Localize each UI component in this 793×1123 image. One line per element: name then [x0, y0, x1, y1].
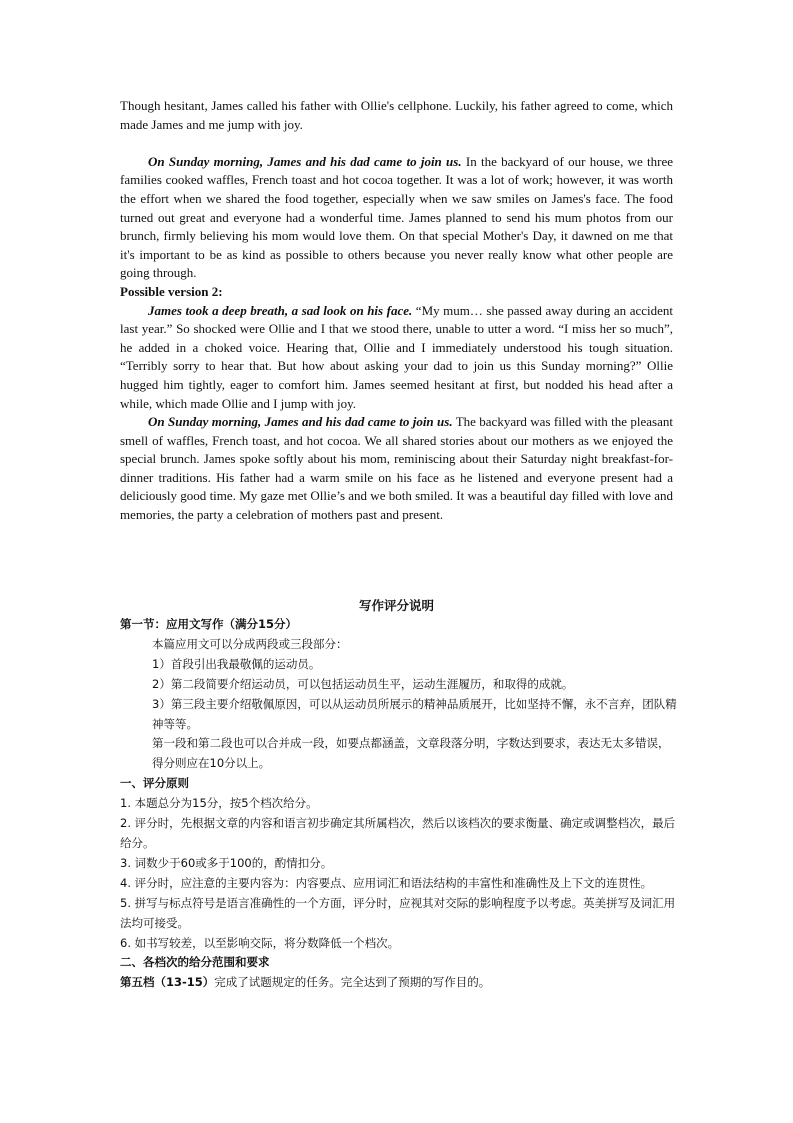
principle-item: 3. 词数少于60或多于100的，酌情扣分。 [120, 855, 333, 870]
v2-paragraph-1-body: “My mum… she passed away during an accident last year.” So shocked were Ollie and I that we stood there, unable to utter a word. “I miss her so much”, he added in a choked voice. Hearing that, Ollie and I immediately understood his tough situation. “Terribly sorry to hear that. But how about asking your dad to join us this Sunday morning?” Ollie hugged him tightly, eager to comfort him. James seemed hesitant at first, but nodded his head after a while, which made Ollie and I jump with joy. [120, 302, 674, 411]
version-1-text [120, 97, 673, 525]
version-2-heading: Possible version 2: [120, 283, 223, 299]
rubric-body [120, 615, 680, 993]
principle-item: 2. 评分时，先根据文章的内容和语言初步确定其所属档次，然后以该档次的要求衡量、确定或调整档次，最后给分。 [120, 816, 676, 850]
v2-paragraph-1-lead: James took a deep breath, a sad look on his face. [148, 302, 413, 318]
blank-line [120, 134, 673, 153]
principle-item: 6. 如书写较差，以至影响交际，将分数降低一个档次。 [120, 935, 400, 950]
rubric-item: 2）第二段简要介绍运动员，可以包括运动员生平，运动生涯履历，和取得的成就。 [152, 676, 574, 691]
rubric-item: 1）首段引出我最敬佩的运动员。 [152, 656, 321, 671]
rubric-intro: 本篇应用文可以分成两段或三段部分： [152, 636, 348, 651]
v2-paragraph-2 [120, 413, 673, 525]
section-1-heading: 第一节：应用文写作（满分15分） [120, 617, 298, 631]
v2-paragraph-2-lead: On Sunday morning, James and his dad came to join us. [148, 414, 453, 430]
level-5 [120, 973, 680, 993]
principles-heading: 一、评分原则 [120, 776, 189, 791]
v1-paragraph-2-body: In the backyard of our house, we three families cooked waffles, French toast and hot cocoa together. It was a lot of work; however, it was worth the effort when we shared the food together, especially when we saw smiles on James's face. The food turned out great and everyone had a wonderful time. James planned to send his mum photos from our brunch, firmly believing his mom would love them. On that special Mother's Day, it dawned on me that it's important to be as kind as possible to others because you never really know what other people are going through. [120, 153, 673, 281]
principle-item: 5. 拼写与标点符号是语言准确性的一个方面，评分时，应视其对交际的影响程度予以考虑。英美拼写及词汇用法均可接受。 [120, 895, 676, 930]
v2-paragraph-2-body: The backyard was filled with the pleasant smell of waffles, French toast, and hot cocoa. We all shared stories about our mothers as we enjoyed the special brunch. James spoke softly about his mom, reminiscing about their Saturday night breakfast-for-dinner traditions. His father had a warm smile on his face as he listened and everyone present had a deliciously good time. My gaze met Ollie’s and we both smiled. It was a beautiful day filled with love and memories, the party a celebration of mothers past and present. [120, 414, 673, 523]
v2-paragraph-1 [120, 302, 673, 414]
rubric-note: 第一段和第二段也可以合并成一段，如要点都涵盖，文章段落分明，字数达到要求，表达无太多错误，得分则应在10分以上。 [152, 736, 670, 771]
v1-paragraph-2 [120, 153, 673, 283]
level-5-text: 完成了试题规定的任务。完全达到了预期的写作目的。 [214, 975, 491, 990]
levels-heading: 二、各档次的给分范围和要求 [120, 955, 270, 970]
principle-item: 4. 评分时，应注意的主要内容为：内容要点、应用词汇和语法结构的丰富性和准确性及上下文的连贯性。 [120, 875, 653, 890]
v1-paragraph-2-lead: On Sunday morning, James and his dad came to join us. [148, 153, 462, 169]
v1-paragraph-1: Though hesitant, James called his father with Ollie's cellphone. Luckily, his father agreed to come, which made James and me jump with joy. [120, 98, 673, 132]
level-5-label: 第五档（13-15） [120, 975, 215, 990]
rubric-item: 3）第三段主要介绍敬佩原因，可以从运动员所展示的精神品质展开，比如坚持不懈，永不言弃，团队精神等等。 [152, 696, 677, 731]
rubric-title: 写作评分说明 [358, 598, 434, 613]
principle-item: 1. 本题总分为15分，按5个档次给分。 [120, 796, 318, 811]
